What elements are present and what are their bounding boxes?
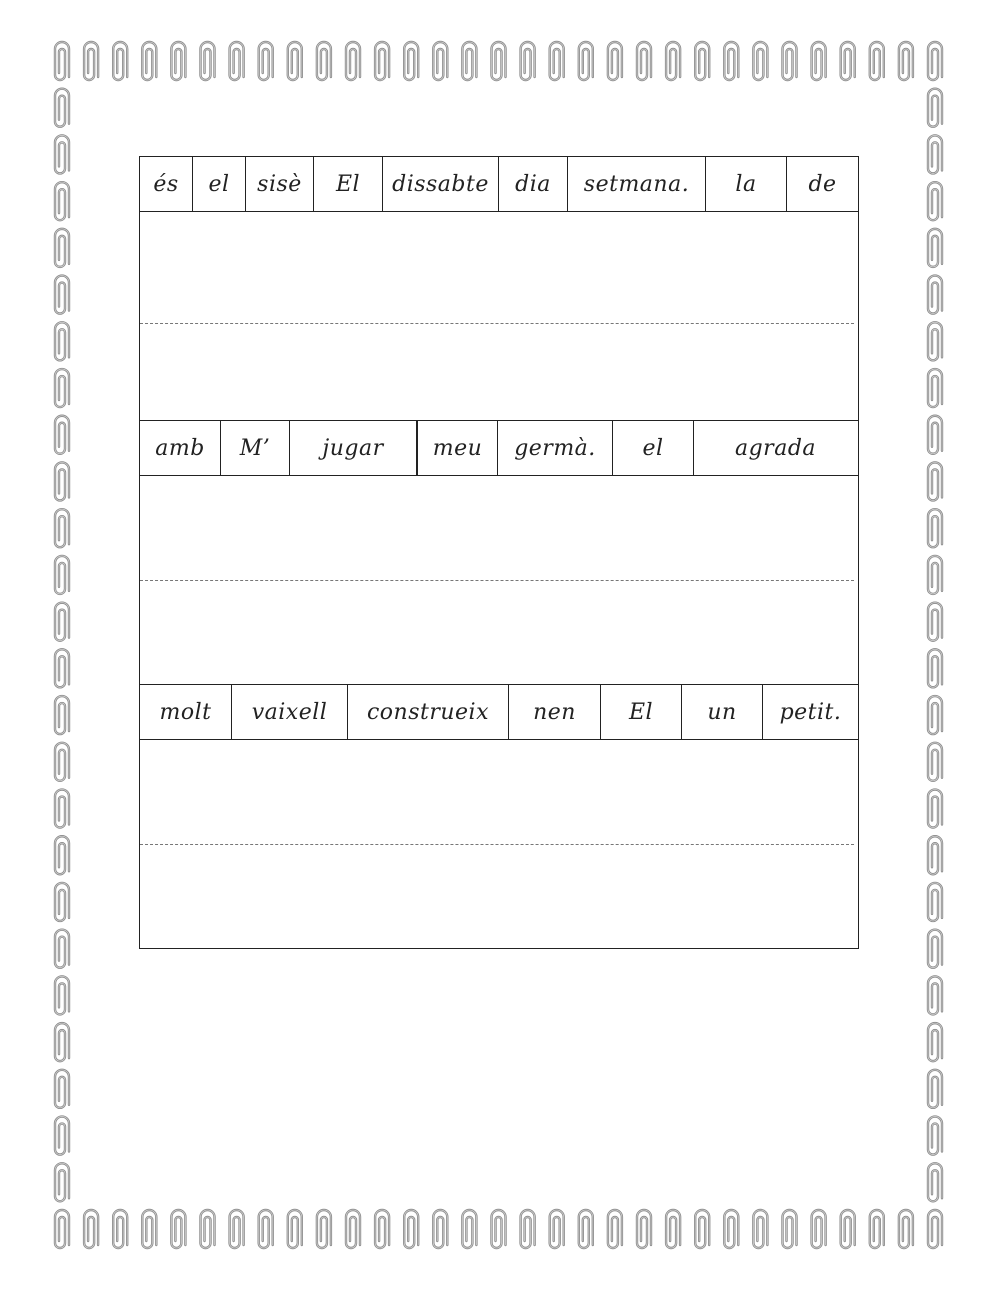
sentence-order-worksheet: [139, 156, 859, 949]
paperclip-icon: [899, 42, 913, 80]
paperclip-icon: [55, 135, 69, 173]
paperclip-icon: [317, 1210, 331, 1248]
paperclip-icon: [928, 89, 942, 127]
paperclip-icon: [928, 42, 942, 80]
answer-drop-zone[interactable]: [140, 216, 858, 316]
paperclip-icon: [201, 42, 215, 80]
paperclip-icon: [724, 1210, 738, 1248]
word-tile[interactable]: construeix: [348, 685, 509, 739]
word-tile[interactable]: El: [601, 685, 682, 739]
word-tile[interactable]: nen: [509, 685, 601, 739]
paperclip-icon: [171, 42, 185, 80]
paperclip-icon: [433, 1210, 447, 1248]
paperclip-icon: [928, 556, 942, 594]
paperclip-icon: [55, 1117, 69, 1155]
paperclip-icon: [55, 836, 69, 874]
paperclip-icon: [346, 1210, 360, 1248]
word-tile[interactable]: agrada: [734, 435, 817, 461]
paperclip-icon: [928, 509, 942, 547]
paperclip-icon: [55, 322, 69, 360]
paperclip-icon: [928, 1023, 942, 1061]
paperclip-icon: [579, 42, 593, 80]
paperclip-icon: [841, 1210, 855, 1248]
exercise-1: [140, 156, 858, 420]
paperclip-icon: [375, 1210, 389, 1248]
word-tile[interactable]: vaixell: [232, 685, 348, 739]
paperclip-icon: [870, 42, 884, 80]
paperclip-icon: [928, 462, 942, 500]
paperclip-icon: [928, 182, 942, 220]
dashed-guide-line: [140, 580, 854, 581]
paperclip-icon: [171, 1210, 185, 1248]
paperclip-icon: [113, 1210, 127, 1248]
word-tile[interactable]: El: [314, 157, 383, 211]
paperclip-icon: [404, 1210, 418, 1248]
word-bank-1: [140, 156, 858, 212]
paperclip-icon: [317, 42, 331, 80]
paperclip-icon: [928, 135, 942, 173]
paperclip-icon: [230, 42, 244, 80]
paperclip-icon: [812, 1210, 826, 1248]
paperclip-icon: [928, 1117, 942, 1155]
paperclip-icon: [259, 1210, 273, 1248]
paperclip-icon: [259, 42, 273, 80]
paperclip-icon: [55, 1210, 69, 1248]
paperclip-icon: [113, 42, 127, 80]
word-tile[interactable]: jugar: [290, 421, 417, 475]
word-tile[interactable]: la: [706, 157, 787, 211]
paperclip-icon: [928, 790, 942, 828]
paperclip-icon: [666, 42, 680, 80]
word-tile[interactable]: dia: [499, 157, 568, 211]
paperclip-icon: [928, 696, 942, 734]
paperclip-icon: [695, 1210, 709, 1248]
answer-drop-zone[interactable]: [140, 744, 858, 844]
paperclip-icon: [55, 883, 69, 921]
word-tile[interactable]: molt: [140, 685, 232, 739]
paperclip-icon: [521, 42, 535, 80]
answer-area-2: [140, 476, 858, 684]
dashed-guide-line: [140, 323, 854, 324]
paperclip-icon: [55, 369, 69, 407]
paperclip-icon: [928, 883, 942, 921]
paperclip-icon: [375, 42, 389, 80]
paperclip-icon: [608, 1210, 622, 1248]
paperclip-icon: [753, 42, 767, 80]
word-tile[interactable]: meu: [417, 421, 498, 475]
paperclip-icon: [928, 1210, 942, 1248]
answer-drop-zone[interactable]: [140, 326, 858, 426]
paperclip-icon: [928, 930, 942, 968]
answer-drop-zone[interactable]: [140, 854, 858, 954]
paperclip-icon: [55, 790, 69, 828]
paperclip-icon: [55, 1023, 69, 1061]
paperclip-icon: [84, 42, 98, 80]
paperclip-icon: [55, 976, 69, 1014]
paperclip-icon: [433, 42, 447, 80]
word-tile[interactable]: germà.: [498, 421, 613, 475]
paperclip-icon: [550, 1210, 564, 1248]
answer-drop-zone[interactable]: [140, 480, 858, 580]
paperclip-icon: [404, 42, 418, 80]
word-tile[interactable]: el: [193, 157, 246, 211]
word-tile[interactable]: sisè: [246, 157, 314, 211]
paperclip-icon: [492, 1210, 506, 1248]
paperclip-icon: [695, 42, 709, 80]
paperclip-icon: [550, 42, 564, 80]
paperclip-icon: [783, 1210, 797, 1248]
paperclip-icon: [346, 42, 360, 80]
paperclip-icon: [142, 42, 156, 80]
word-tile[interactable]: petit.: [779, 699, 842, 725]
paperclip-icon: [288, 1210, 302, 1248]
paperclip-icon: [928, 229, 942, 267]
paperclip-icon: [870, 1210, 884, 1248]
word-tile[interactable]: setmana.: [568, 157, 706, 211]
exercise-3: [140, 684, 858, 948]
word-tile[interactable]: M’: [221, 421, 290, 475]
paperclip-icon: [230, 1210, 244, 1248]
paperclip-icon: [201, 1210, 215, 1248]
paperclip-icon: [55, 930, 69, 968]
paperclip-icon: [637, 1210, 651, 1248]
paperclip-icon: [55, 1163, 69, 1201]
paperclip-icon: [55, 1070, 69, 1108]
paperclip-icon: [928, 976, 942, 1014]
paperclip-icon: [928, 369, 942, 407]
paperclip-icon: [55, 696, 69, 734]
paperclip-icon: [462, 1210, 476, 1248]
word-bank-2: [140, 420, 858, 476]
paperclip-icon: [55, 416, 69, 454]
paperclip-icon: [928, 836, 942, 874]
paperclip-icon: [55, 649, 69, 687]
paperclip-icon: [637, 42, 651, 80]
paperclip-icon: [55, 462, 69, 500]
paperclip-icon: [928, 1070, 942, 1108]
paperclip-icon: [608, 42, 622, 80]
paperclip-icon: [462, 42, 476, 80]
paperclip-icon: [55, 89, 69, 127]
paperclip-icon: [724, 42, 738, 80]
paperclip-icon: [928, 322, 942, 360]
paperclip-icon: [812, 42, 826, 80]
exercise-2: [140, 420, 858, 684]
paperclip-icon: [753, 1210, 767, 1248]
paperclip-icon: [928, 743, 942, 781]
word-tile[interactable]: dissabte: [383, 157, 499, 211]
word-tile[interactable]: un: [682, 685, 763, 739]
paperclip-icon: [55, 556, 69, 594]
paperclip-icon: [928, 1163, 942, 1201]
paperclip-icon: [55, 182, 69, 220]
paperclip-icon: [899, 1210, 913, 1248]
paperclip-icon: [928, 276, 942, 314]
paperclip-icon: [783, 42, 797, 80]
answer-drop-zone[interactable]: [140, 590, 858, 690]
word-tile[interactable]: el: [613, 421, 694, 475]
paperclip-icon: [579, 1210, 593, 1248]
paperclip-icon: [55, 509, 69, 547]
paperclip-icon: [492, 42, 506, 80]
paperclip-icon: [666, 1210, 680, 1248]
paperclip-icon: [928, 416, 942, 454]
paperclip-icon: [928, 603, 942, 641]
paperclip-icon: [55, 743, 69, 781]
paperclip-icon: [55, 276, 69, 314]
paperclip-icon: [928, 649, 942, 687]
paperclip-icon: [55, 229, 69, 267]
word-tile[interactable]: és: [140, 157, 193, 211]
paperclip-icon: [142, 1210, 156, 1248]
paperclip-icon: [55, 42, 69, 80]
paperclip-icon: [84, 1210, 98, 1248]
word-bank-3: [140, 684, 858, 740]
paperclip-icon: [521, 1210, 535, 1248]
paperclip-icon: [288, 42, 302, 80]
answer-area-3: [140, 740, 858, 948]
paperclip-icon: [55, 603, 69, 641]
answer-area-1: [140, 212, 858, 420]
word-tile[interactable]: amb: [140, 421, 221, 475]
paperclip-icon: [841, 42, 855, 80]
word-tile[interactable]: de: [808, 171, 837, 197]
dashed-guide-line: [140, 844, 854, 845]
